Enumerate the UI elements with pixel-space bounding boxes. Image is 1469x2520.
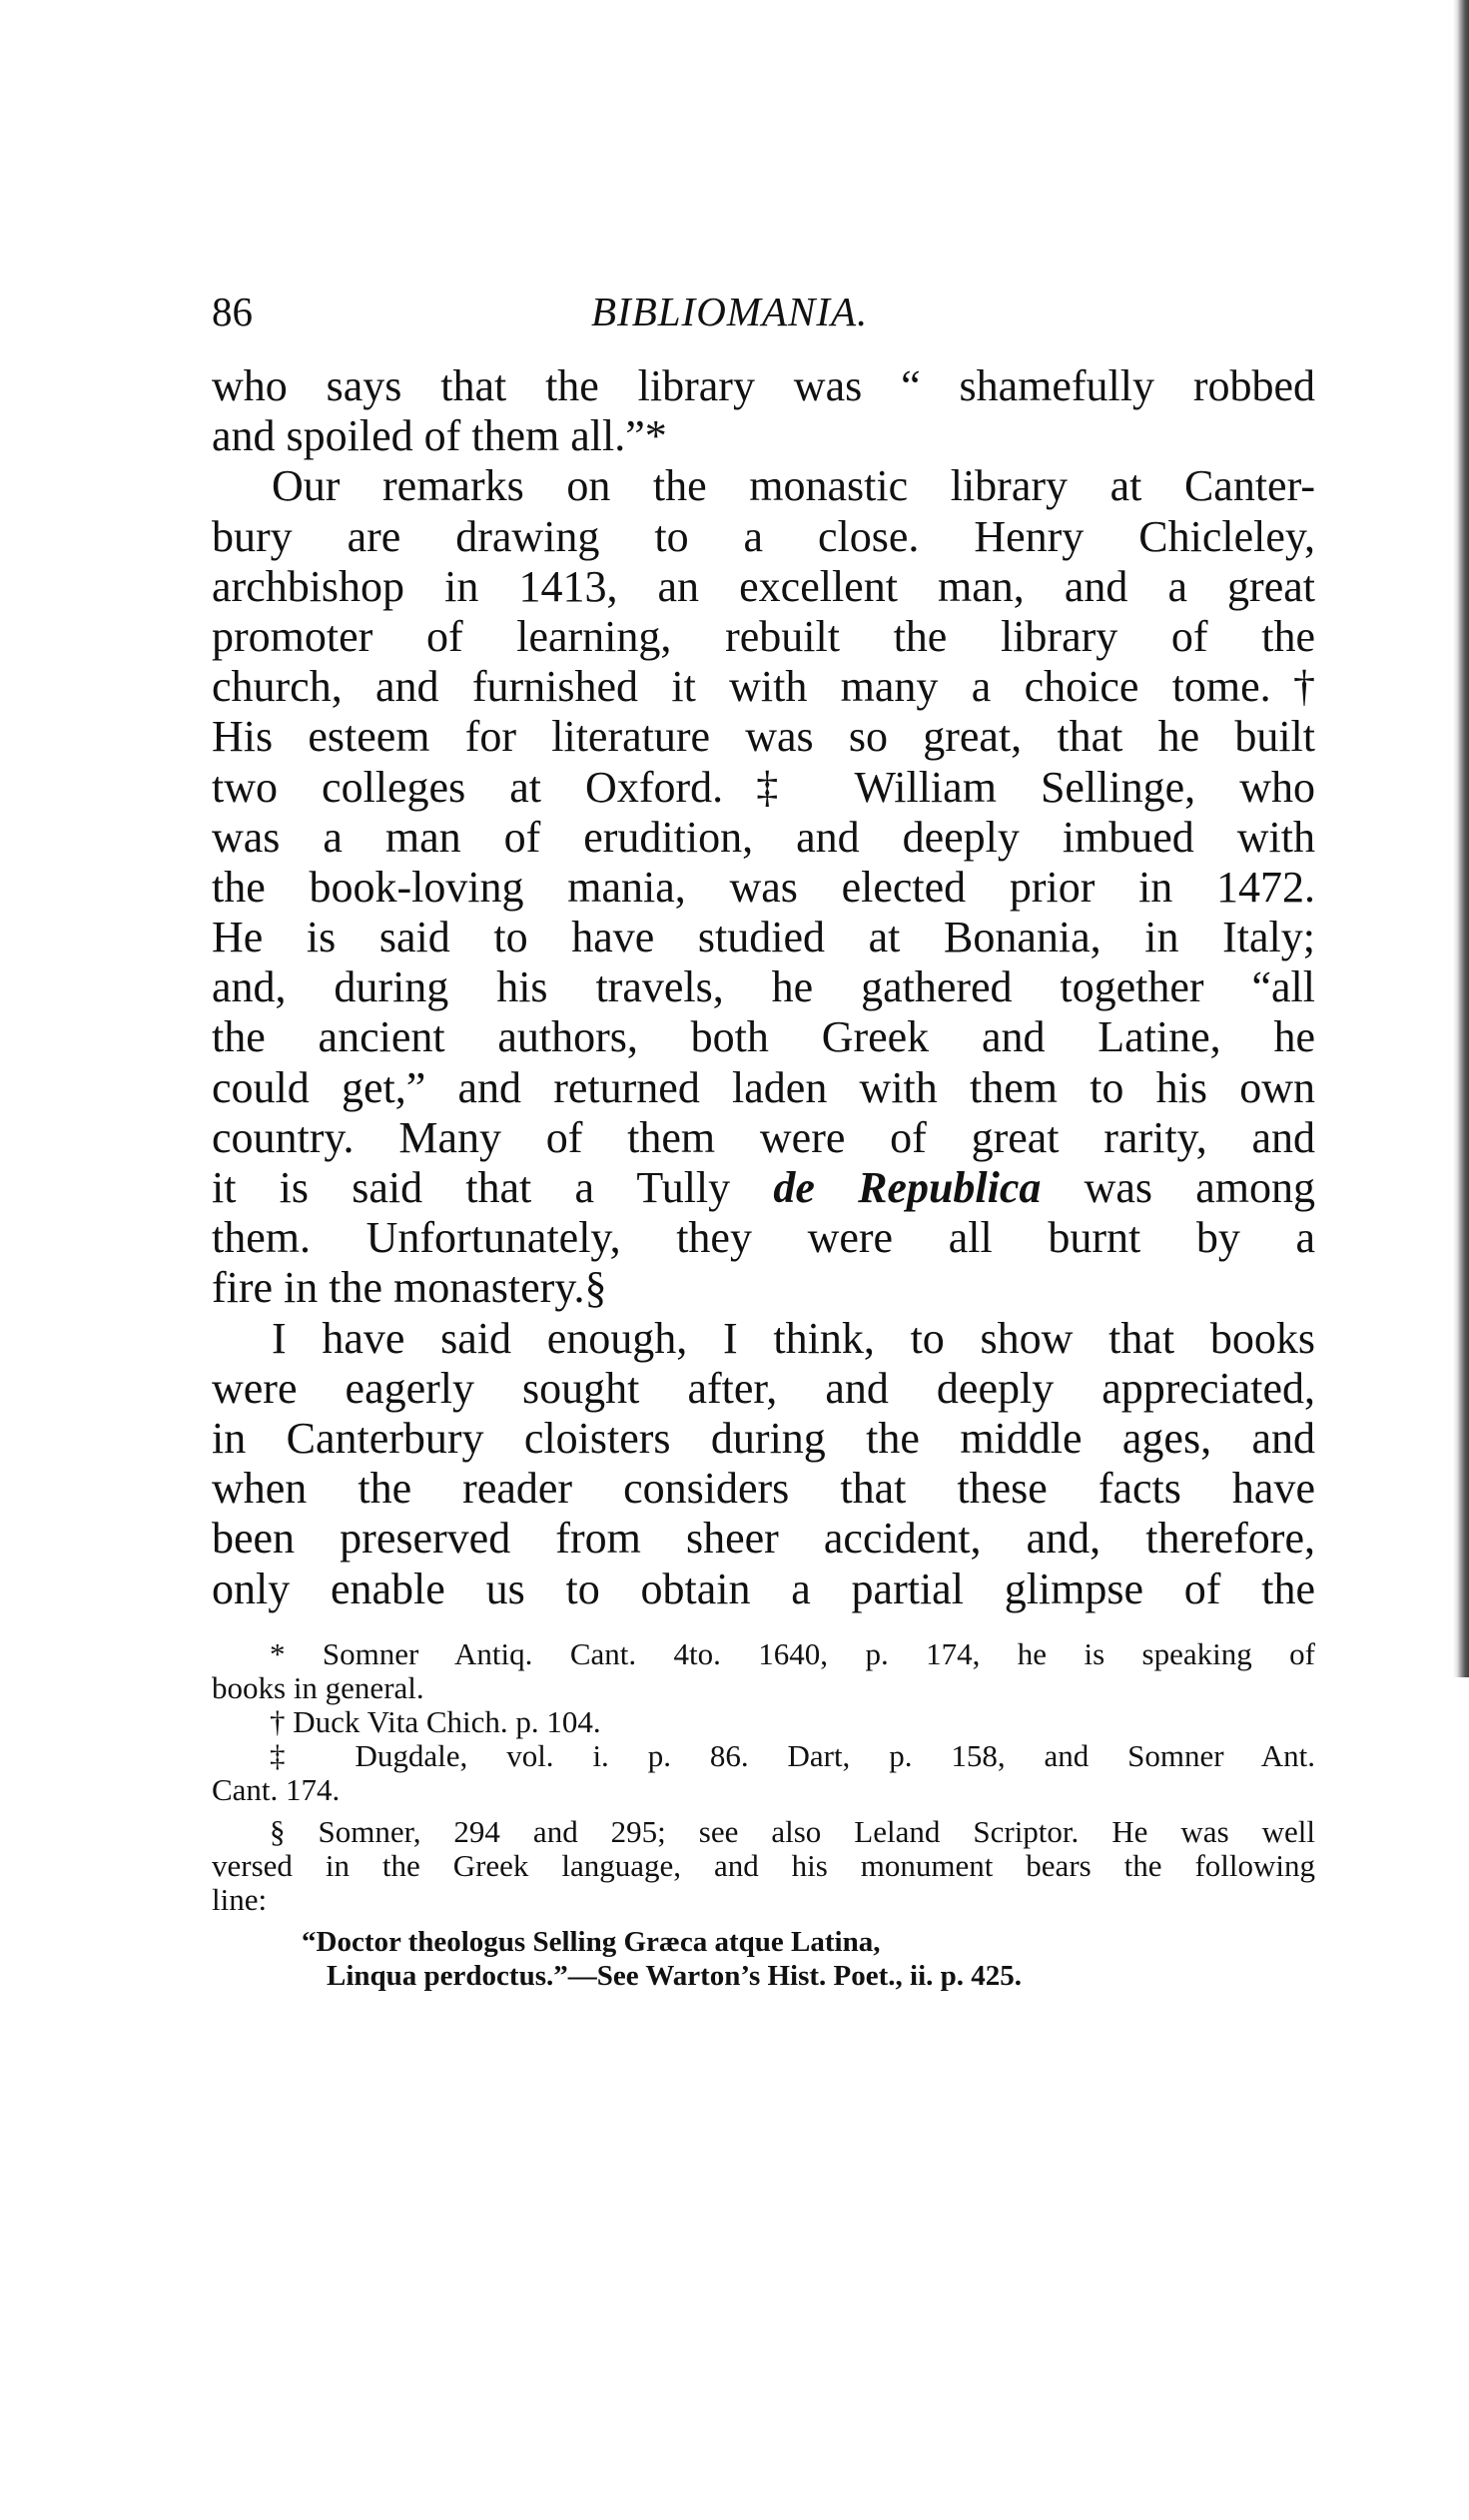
body-text xyxy=(212,361,1315,1614)
body-line: in Canterbury cloisters during the middle ages, and xyxy=(212,1413,1315,1463)
body-line: archbishop in 1413, an excellent man, and a great xyxy=(212,561,1315,611)
body-line: church, and furnished it with many a choice tome.† xyxy=(212,662,1315,712)
body-line: and, during his travels, he gathered together “all xyxy=(212,962,1315,1012)
body-line: been preserved from sheer accident, and, therefore, xyxy=(212,1514,1315,1564)
page-edge-shadow xyxy=(1453,0,1469,1677)
footnote-gap xyxy=(212,1807,1315,1815)
body-line: country. Many of them were of great rarity, and xyxy=(212,1112,1315,1162)
footnote-line: books in general. xyxy=(212,1671,424,1705)
body-line: the ancient authors, both Greek and Latine, he xyxy=(212,1012,1315,1062)
body-line: were eagerly sought after, and deeply appreciated, xyxy=(212,1363,1315,1413)
body-line: He is said to have studied at Bonania, in Italy; xyxy=(212,913,1315,962)
footnote-line: Cant. 174. xyxy=(212,1773,341,1807)
footnote-line: line: xyxy=(212,1883,268,1917)
body-line: I have said enough, I think, to show that books xyxy=(272,1313,1315,1363)
footnote-gap xyxy=(212,1917,1315,1925)
running-title: BIBLIOMANIA. xyxy=(591,289,869,334)
body-line: Our remarks on the monastic library at Canter- xyxy=(272,461,1315,511)
body-line: bury are drawing to a close. Henry Chicleley, xyxy=(212,511,1315,561)
body-line: could get,” and returned laden with them to his own xyxy=(212,1062,1315,1112)
footnote-line: * Somner Antiq. Cant. 4to. 1640, p. 174, he is speaking of xyxy=(270,1637,1315,1671)
body-line: only enable us to obtain a partial glimpse of the xyxy=(212,1564,1315,1613)
footnote-line: † Duck Vita Chich. p. 104. xyxy=(270,1705,601,1739)
book-title-italic: de Republica xyxy=(773,1163,1042,1212)
body-line: fire in the monastery.§ xyxy=(212,1263,607,1313)
body-line: and spoiled of them all.”* xyxy=(212,411,667,461)
body-line-republica xyxy=(212,1163,1315,1213)
body-line: His esteem for literature was so great, that he built xyxy=(212,712,1315,762)
footnote-line: ‡ Dugdale, vol. i. p. 86. Dart, p. 158, and Somner Ant. xyxy=(270,1739,1315,1773)
footnotes xyxy=(212,1637,1315,1993)
line-segment: was among xyxy=(1084,1163,1315,1212)
body-line: them. Unfortunately, they were all burnt by a xyxy=(212,1213,1315,1263)
body-line: who says that the library was “ shamefully robbed xyxy=(212,361,1315,410)
running-head xyxy=(212,282,1315,341)
footnote-line: § Somner, 294 and 295; see also Leland Scriptor. He was well xyxy=(270,1815,1315,1849)
body-line: was a man of erudition, and deeply imbued with xyxy=(212,812,1315,862)
body-line: two colleges at Oxford.‡ William Sellinge, who xyxy=(212,762,1315,812)
body-line: the book-loving mania, was elected prior in 1472. xyxy=(212,862,1315,912)
line-segment: it is said that a Tully xyxy=(212,1163,731,1212)
footnote-line: versed in the Greek language, and his monument bears the following xyxy=(212,1849,1315,1883)
body-line: when the reader considers that these facts have xyxy=(212,1464,1315,1514)
quote-line: “Doctor theologus Selling Græca atque Latina, xyxy=(302,1926,881,1958)
quote-line: Linqua perdoctus.”—See Warton’s Hist. Poet., ii. p. 425. xyxy=(327,1960,1023,1992)
page-number: 86 xyxy=(212,289,253,334)
body-line: promoter of learning, rebuilt the library of the xyxy=(212,611,1315,661)
